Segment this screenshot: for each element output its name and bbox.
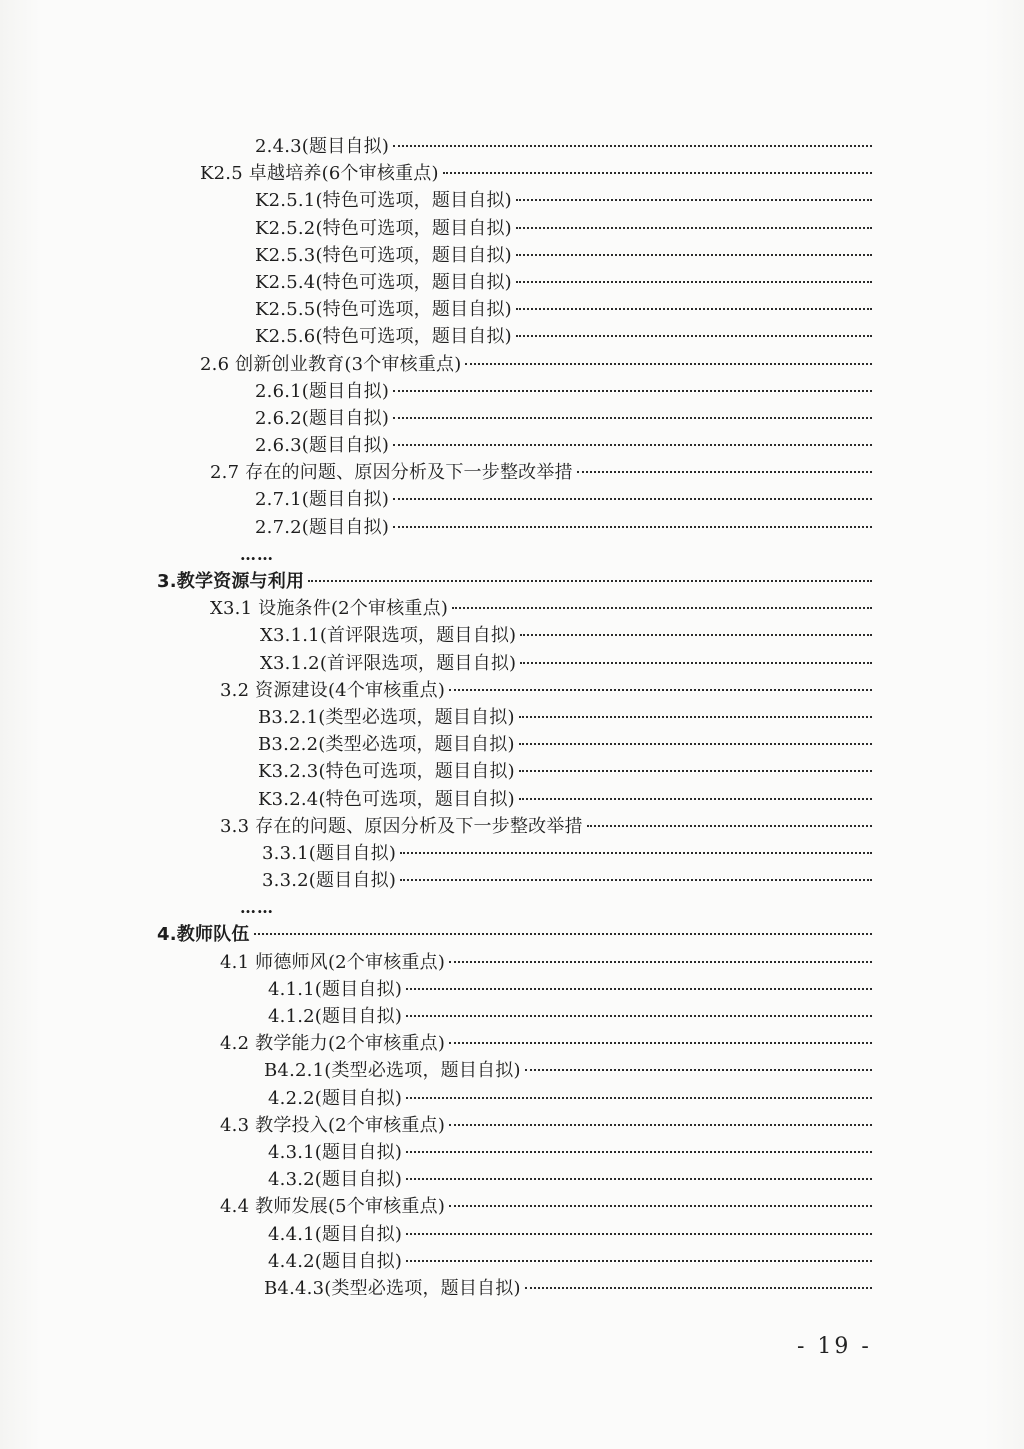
toc-section-heading[interactable] — [0, 568, 872, 595]
toc-dot-leader — [519, 716, 872, 718]
toc-entry-label: K2.5.3(特色可选项，题目自拟) — [255, 244, 512, 266]
toc-entry-label: 3.2 资源建设(4个审核重点) — [220, 679, 446, 701]
toc-dot-leader — [587, 825, 872, 827]
table-of-contents — [0, 133, 1024, 1302]
toc-entry-label: K2.5.5(特色可选项，题目自拟) — [255, 299, 512, 321]
toc-entry-label: K3.2.3(特色可选项，题目自拟) — [258, 761, 515, 783]
toc-entry-label: 4.1.1(题目自拟) — [268, 978, 403, 1000]
toc-dot-leader — [577, 471, 872, 473]
toc-dot-leader — [465, 363, 872, 365]
toc-dot-leader — [449, 689, 872, 691]
toc-dot-leader — [400, 879, 872, 881]
toc-entry-label: 2.7.1(题目自拟) — [255, 489, 390, 511]
toc-entry-label: K2.5.2(特色可选项，题目自拟) — [255, 217, 512, 239]
toc-dot-leader — [519, 770, 872, 772]
toc-entry[interactable] — [0, 351, 872, 378]
toc-entry[interactable] — [0, 677, 872, 704]
toc-entry-label: 4.4.2(题目自拟) — [268, 1250, 403, 1272]
toc-entry[interactable] — [0, 786, 872, 813]
toc-ellipsis — [0, 894, 872, 921]
toc-entry[interactable] — [0, 622, 872, 649]
toc-entry[interactable] — [0, 1112, 872, 1139]
toc-dot-leader — [393, 417, 872, 419]
toc-entry-label: 4.3 教学投入(2个审核重点) — [220, 1114, 446, 1136]
toc-entry[interactable] — [0, 1085, 872, 1112]
toc-entry-label: 2.7.2(题目自拟) — [255, 516, 390, 538]
toc-entry-label: 4.3.1(题目自拟) — [268, 1141, 403, 1163]
toc-dot-leader — [400, 852, 872, 854]
toc-entry[interactable] — [0, 1275, 872, 1302]
toc-entry[interactable] — [0, 813, 872, 840]
toc-entry[interactable] — [0, 704, 872, 731]
toc-dot-leader — [516, 281, 872, 283]
toc-entry[interactable] — [0, 269, 872, 296]
toc-entry[interactable] — [0, 731, 872, 758]
toc-dot-leader — [406, 1015, 872, 1017]
toc-dot-leader — [516, 199, 872, 201]
toc-entry-label: B3.2.2(类型必选项，题目自拟) — [258, 734, 515, 756]
toc-entry-label: 4.4 教师发展(5个审核重点) — [220, 1196, 446, 1218]
toc-dot-leader — [449, 1042, 872, 1044]
toc-entry-label: X3.1.2(首评限选项，题目自拟) — [260, 652, 517, 674]
toc-entry-label: B3.2.1(类型必选项，题目自拟) — [258, 706, 515, 728]
toc-entry[interactable] — [0, 378, 872, 405]
toc-entry[interactable] — [0, 405, 872, 432]
toc-entry-label: 4.2 教学能力(2个审核重点) — [220, 1033, 446, 1055]
toc-entry-label: 4.1.2(题目自拟) — [268, 1006, 403, 1027]
toc-dot-leader — [406, 1260, 872, 1262]
toc-dot-leader — [393, 145, 872, 147]
toc-entry-label: B4.2.1(类型必选项，题目自拟) — [264, 1060, 521, 1082]
toc-entry-label: K2.5.1(特色可选项，题目自拟) — [255, 190, 512, 212]
toc-entry-label: 4.1 师德师风(2个审核重点) — [220, 951, 446, 973]
toc-entry[interactable] — [0, 215, 872, 242]
toc-entry-label: 3.3 存在的问题、原因分析及下一步整改举措 — [220, 815, 583, 837]
toc-entry-label: …… — [240, 898, 274, 918]
toc-dot-leader — [308, 580, 872, 582]
toc-entry[interactable] — [0, 1221, 872, 1248]
toc-entry-label: …… — [240, 544, 274, 564]
toc-dot-leader — [254, 933, 872, 935]
toc-dot-leader — [406, 1178, 872, 1180]
toc-entry[interactable] — [0, 486, 872, 513]
toc-dot-leader — [443, 172, 872, 174]
toc-dot-leader — [393, 390, 872, 392]
toc-entry[interactable] — [0, 133, 872, 160]
toc-entry[interactable] — [0, 650, 872, 677]
toc-section-heading[interactable] — [0, 921, 872, 948]
page-number: - 19 - — [797, 1334, 872, 1359]
toc-entry-label: K2.5.4(特色可选项，题目自拟) — [255, 271, 512, 293]
toc-entry-label: K2.5 卓越培养(6个审核重点) — [200, 163, 439, 185]
toc-entry-label: 2.6.3(题目自拟) — [255, 435, 390, 457]
toc-entry[interactable] — [0, 1248, 872, 1275]
toc-entry[interactable] — [0, 187, 872, 214]
toc-entry-label: 4.3.2(题目自拟) — [268, 1169, 403, 1191]
toc-dot-leader — [516, 308, 872, 310]
toc-dot-leader — [525, 1287, 872, 1289]
toc-entry[interactable] — [0, 1057, 872, 1084]
toc-dot-leader — [452, 607, 872, 609]
toc-ellipsis — [0, 541, 872, 568]
toc-dot-leader — [449, 961, 872, 963]
toc-entry-label: X3.1.1(首评限选项，题目自拟) — [260, 625, 517, 647]
toc-entry[interactable] — [0, 1139, 872, 1166]
toc-dot-leader — [393, 444, 872, 446]
toc-entry-label: 4.4.1(题目自拟) — [268, 1223, 403, 1245]
toc-dot-leader — [516, 254, 872, 256]
toc-entry-label: B4.4.3(类型必选项，题目自拟) — [264, 1277, 521, 1299]
toc-entry-label: 3.3.2(题目自拟) — [262, 870, 397, 892]
toc-entry-label: 2.6.2(题目自拟) — [255, 407, 390, 429]
toc-dot-leader — [519, 798, 872, 800]
toc-entry-label: 3.3.1(题目自拟) — [262, 842, 397, 864]
toc-dot-leader — [449, 1124, 872, 1126]
toc-dot-leader — [516, 335, 872, 337]
toc-entry-label: 4.2.2(题目自拟) — [268, 1087, 403, 1109]
toc-entry[interactable] — [0, 976, 872, 1003]
toc-entry-label: X3.1 设施条件(2个审核重点) — [210, 598, 449, 620]
toc-dot-leader — [406, 1233, 872, 1235]
toc-entry[interactable] — [0, 459, 872, 486]
toc-entry-label: 2.7 存在的问题、原因分析及下一步整改举措 — [210, 462, 573, 484]
toc-entry[interactable] — [0, 758, 872, 785]
toc-dot-leader — [406, 1097, 872, 1099]
toc-dot-leader — [393, 498, 872, 500]
toc-entry[interactable] — [0, 840, 872, 867]
toc-dot-leader — [393, 526, 872, 528]
toc-entry[interactable] — [0, 514, 872, 541]
toc-dot-leader — [406, 1151, 872, 1153]
toc-dot-leader — [525, 1069, 872, 1071]
toc-entry-label: 3.教学资源与利用 — [157, 571, 305, 592]
toc-entry[interactable] — [0, 595, 872, 622]
toc-dot-leader — [406, 988, 872, 990]
toc-dot-leader — [519, 743, 872, 745]
toc-entry[interactable] — [0, 1166, 872, 1193]
toc-dot-leader — [449, 1205, 872, 1207]
toc-dot-leader — [516, 227, 872, 229]
toc-entry[interactable] — [0, 432, 872, 459]
toc-entry[interactable] — [0, 1030, 872, 1057]
toc-entry-label: 4.教师队伍 — [157, 924, 250, 946]
toc-entry[interactable] — [0, 1193, 872, 1220]
toc-entry[interactable] — [0, 296, 872, 323]
toc-dot-leader — [520, 634, 872, 636]
toc-entry[interactable] — [0, 867, 872, 894]
toc-entry[interactable] — [0, 949, 872, 976]
toc-entry-label: 2.6.1(题目自拟) — [255, 380, 390, 402]
toc-dot-leader — [520, 662, 872, 664]
toc-entry[interactable] — [0, 242, 872, 269]
toc-entry[interactable] — [0, 1003, 872, 1030]
toc-entry-label: 2.4.3(题目自拟) — [255, 136, 390, 157]
toc-entry-label: K2.5.6(特色可选项，题目自拟) — [255, 326, 512, 348]
toc-entry-label: 2.6 创新创业教育(3个审核重点) — [200, 353, 462, 375]
toc-entry-label: K3.2.4(特色可选项，题目自拟) — [258, 788, 515, 810]
toc-entry[interactable] — [0, 160, 872, 187]
toc-entry[interactable] — [0, 323, 872, 350]
